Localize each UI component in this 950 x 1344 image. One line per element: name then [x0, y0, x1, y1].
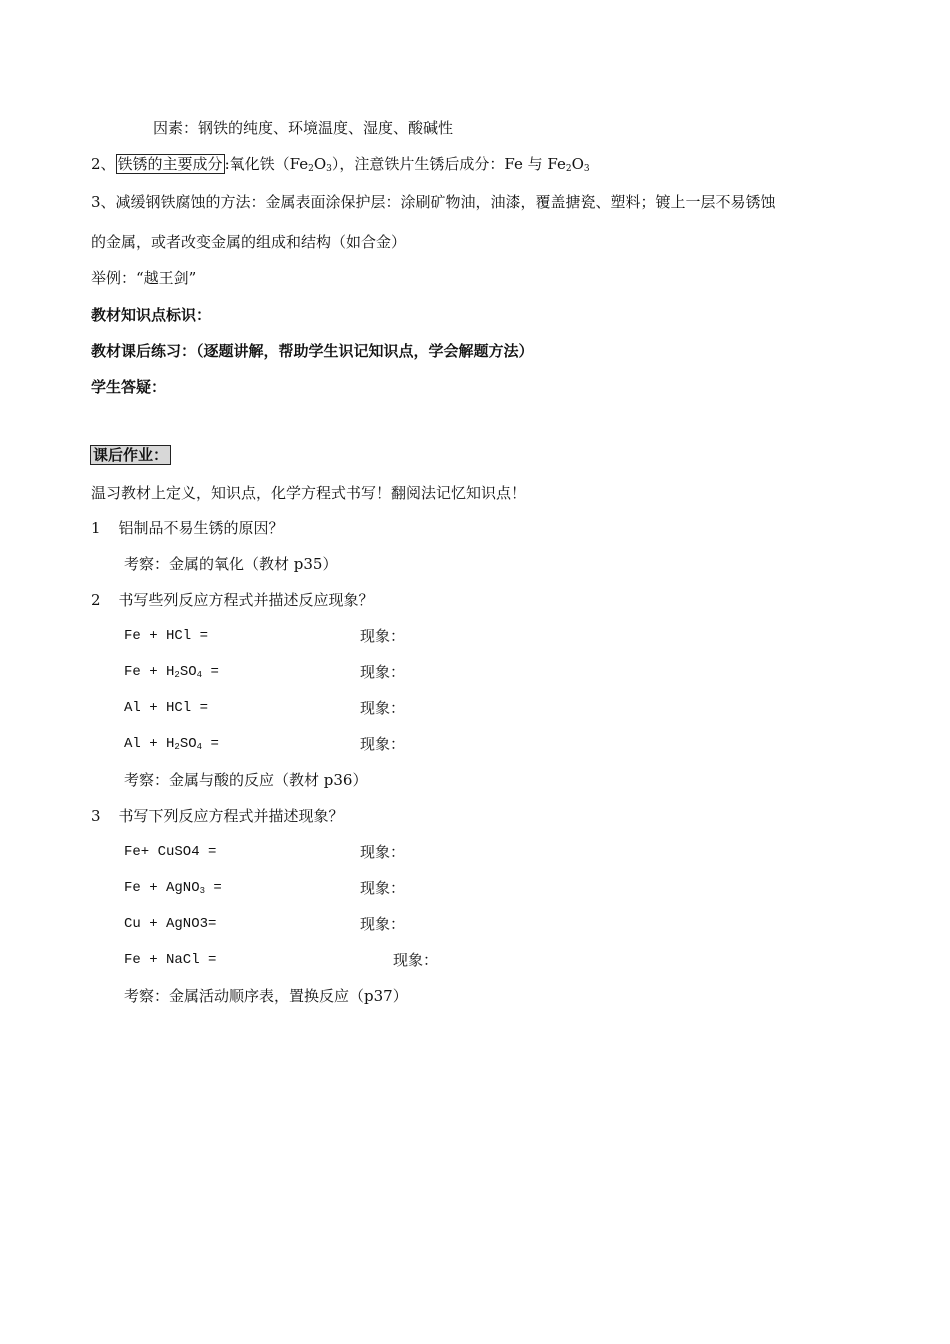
item-3-line-2: 的金属，或者改变金属的组成和结构（如合金）	[91, 233, 407, 251]
q2-eq4-part-a: Al + H	[124, 736, 175, 752]
q2-eq4-sub-2: 4	[196, 742, 203, 752]
q2-equation-3: Al + HCl =	[124, 700, 209, 716]
q2-observation-1: 现象：	[360, 627, 406, 645]
homework-heading-label: 课后作业：	[90, 445, 171, 465]
q3-eq2-sub: 3	[199, 886, 206, 896]
knowledge-marking-heading: 教材知识点标识：	[91, 306, 212, 324]
q2-eq2-part-c: =	[202, 664, 219, 680]
q3-eq2-part-c: =	[205, 880, 222, 896]
q2-eq2-sub-2: 4	[196, 670, 203, 680]
question-2-examine: 考察：金属与酸的反应（教材 p36）	[124, 771, 368, 789]
item-2-prefix: 2、	[91, 155, 116, 173]
item-2-sub-4: 3	[583, 164, 590, 174]
q2-eq2-sub-1: 2	[174, 670, 180, 680]
q2-eq2-part-b: SO	[179, 664, 197, 680]
q2-eq4-sub-1: 2	[174, 742, 180, 752]
question-1-examine: 考察：金属的氧化（教材 p35）	[124, 555, 338, 573]
q2-eq4-part-b: SO	[179, 736, 197, 752]
item-2-sub-2: 3	[326, 164, 332, 174]
q2-observation-4: 现象：	[360, 735, 406, 753]
q3-eq2-part-a: Fe + AgNO	[124, 880, 200, 896]
item-2-sub-3: 2	[565, 164, 572, 174]
homework-heading	[90, 445, 171, 465]
item-2-text-2: O	[313, 155, 327, 173]
q2-equation-2	[124, 662, 219, 685]
item-2-text-3: ），注意铁片生锈后成分：Fe 与 Fe	[331, 155, 566, 173]
example-line: 举例：“越王剑”	[91, 269, 197, 287]
question-2-number: 2	[91, 591, 101, 609]
q3-observation-3: 现象：	[360, 915, 406, 933]
student-questions-heading: 学生答疑：	[91, 378, 167, 396]
question-3-text: 书写下列反应方程式并描述现象？	[118, 807, 344, 825]
q2-equation-1: Fe + HCl =	[124, 628, 209, 644]
question-3	[91, 806, 344, 826]
item-2-text-4: O	[571, 155, 584, 173]
q2-eq4-part-c: =	[202, 736, 219, 752]
q3-equation-2	[124, 878, 222, 901]
item-2-line	[91, 154, 590, 179]
q3-equation-3: Cu + AgNO3=	[124, 916, 217, 932]
q2-equation-4	[124, 734, 219, 757]
q3-observation-4: 现象：	[393, 951, 439, 969]
question-3-number: 3	[91, 807, 101, 825]
question-1-text: 铝制品不易生锈的原因？	[118, 519, 284, 537]
item-2-text-1: 氧化铁（Fe	[229, 155, 309, 173]
item-3-line-1: 3、减缓钢铁腐蚀的方法：金属表面涂保护层：涂刷矿物油，油漆，覆盖搪瓷、塑料；镀上一层不易锈蚀	[91, 193, 776, 211]
question-2-text: 书写些列反应方程式并描述反应现象？	[118, 591, 374, 609]
after-class-practice-heading: 教材课后练习：（逐题讲解，帮助学生识记知识点，学会解题方法）	[91, 342, 534, 360]
factors-line: 因素：钢铁的纯度、环境温度、湿度、酸碱性	[153, 119, 454, 137]
q3-observation-2: 现象：	[360, 879, 406, 897]
q3-observation-1: 现象：	[360, 843, 406, 861]
item-2-sub-1: 2	[308, 164, 314, 174]
question-3-examine: 考察：金属活动顺序表，置换反应（p37）	[124, 987, 408, 1005]
q3-equation-1: Fe+ CuSO4 =	[124, 844, 217, 860]
question-1	[91, 518, 284, 538]
question-1-number: 1	[91, 519, 101, 537]
question-2	[91, 590, 374, 610]
q2-observation-2: 现象：	[360, 663, 406, 681]
rust-main-component-boxed: 铁锈的主要成分	[117, 155, 223, 173]
homework-intro: 温习教材上定义，知识点，化学方程式书写！翻阅法记忆知识点！	[91, 484, 527, 502]
q2-observation-3: 现象：	[360, 699, 406, 717]
q3-equation-4: Fe + NaCl =	[124, 952, 217, 968]
q2-eq2-part-a: Fe + H	[124, 664, 175, 680]
item-2-colon: :	[224, 155, 230, 173]
